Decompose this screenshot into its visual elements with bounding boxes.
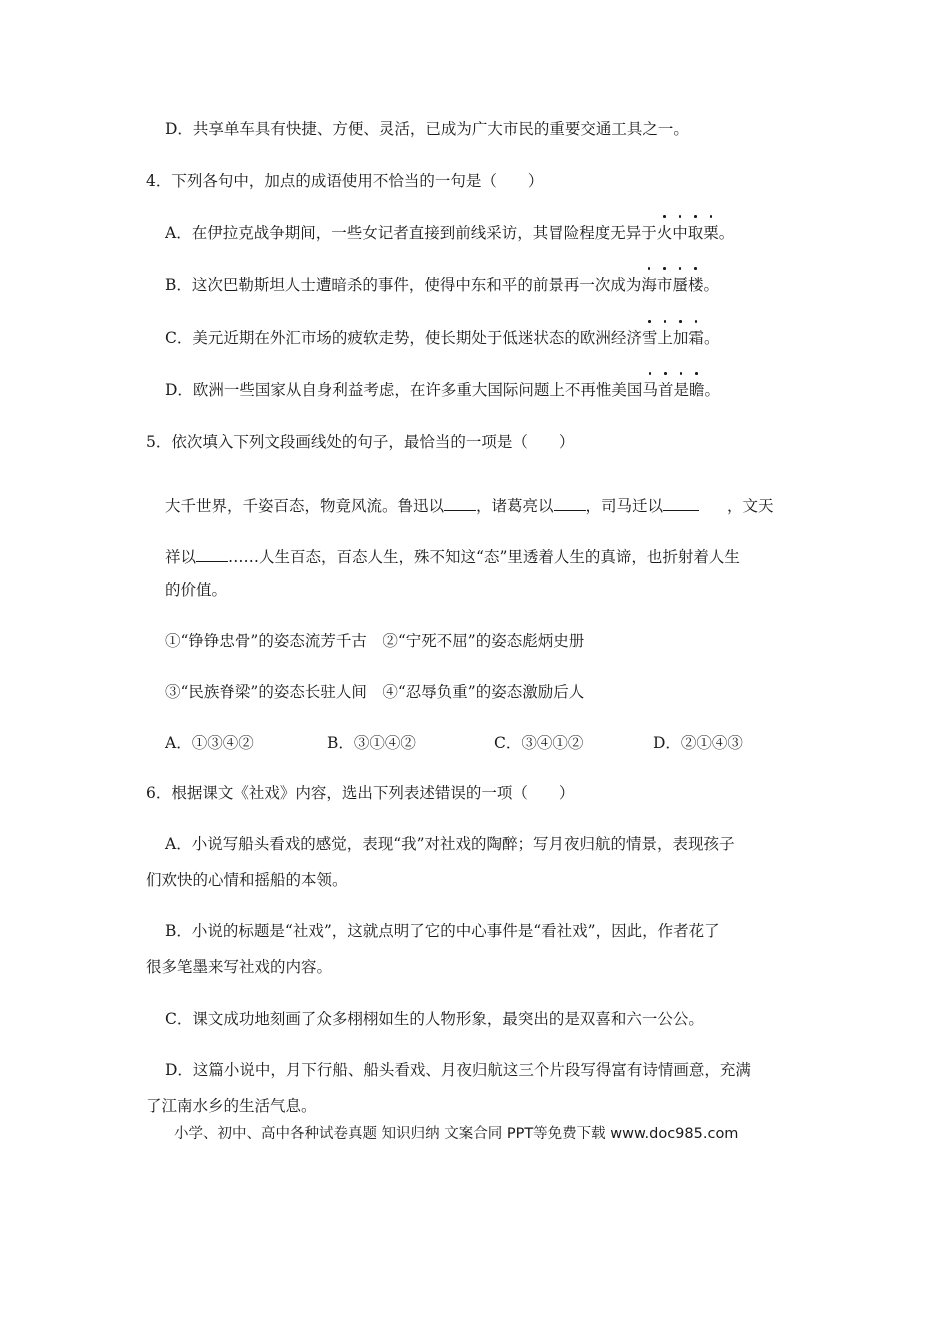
fill-blank (554, 494, 586, 511)
dotted-char: 中 (672, 224, 688, 242)
dotted-char: 蜃 (672, 276, 688, 294)
q5-passage-text: ，诸葛亮以 (476, 497, 554, 515)
q4-option-d (165, 379, 720, 401)
q3-option-d: D．共享单车具有快捷、方便、灵活，已成为广大市民的重要交通工具之一。 (165, 120, 689, 138)
dotted-char: 加 (672, 329, 689, 347)
q5-choice-c: C．③④①② (494, 734, 584, 752)
q5-stem: 5．依次填入下列文段画线处的句子，最恰当的一项是（ ） (146, 433, 575, 451)
q5-passage-text: ，司马迁以 (585, 497, 664, 515)
q5-passage-line-3: 的价值。 (165, 581, 228, 599)
dotted-char: 瞻 (688, 381, 705, 399)
q4-option-b (165, 274, 719, 296)
q5-items-1: ①“铮铮忠骨”的姿态流芳千古 ②“宁死不屈”的姿态彪炳史册 (165, 632, 585, 650)
dotted-char: 栗 (703, 224, 719, 242)
q5-passage-line-1 (165, 494, 774, 517)
dotted-char: 取 (687, 224, 704, 242)
q4-option-c-end: 。 (703, 329, 720, 347)
dotted-char: 是 (673, 381, 689, 399)
q4-option-c-text: C．美元近期在外汇市场的疲软走势，使长期处于低迷状态的欧洲经济 (165, 329, 642, 347)
q4-option-a-text: A．在伊拉克战争期间，一些女记者直接到前线采访，其冒险程度无异于 (165, 224, 657, 242)
q6-option-b-line-2: 很多笔墨来写社戏的内容。 (146, 958, 333, 976)
q5-passage-text: 大千世界，千姿百态，物竟风流。鲁迅以 (165, 497, 445, 515)
q5-choice-b: B．③①④② (327, 734, 416, 752)
q6-option-d-line-2: 了江南水乡的生活气息。 (146, 1097, 317, 1115)
q4-option-b-text: B．这次巴勒斯坦人士遭暗杀的事件，使得中东和平的前景再一次成为 (165, 276, 642, 294)
q4-option-a-end: 。 (718, 224, 735, 242)
q5-passage-line-2 (165, 545, 740, 568)
q6-option-c: C．课文成功地刻画了众多栩栩如生的人物形象，最突出的是双喜和六一公公。 (165, 1010, 704, 1028)
q6-option-a-line-2: 们欢快的心情和摇船的本领。 (146, 871, 348, 889)
dotted-char: 市 (656, 276, 673, 294)
fill-blank (663, 494, 699, 511)
q4-stem: 4．下列各句中，加点的成语使用不恰当的一句是（ ） (146, 172, 544, 190)
dotted-char: 上 (657, 329, 673, 347)
q4-option-b-end: 。 (703, 276, 719, 294)
q6-option-a-line-1: A．小说写船头看戏的感觉，表现“我”对社戏的陶醉；写月夜归航的情景，表现孩子 (165, 835, 735, 853)
q6-option-b-line-1: B．小说的标题是“社戏”，这就点明了它的中心事件是“看社戏”，因此，作者花了 (165, 922, 720, 940)
q4-option-d-end: 。 (704, 381, 721, 399)
q4-option-c (165, 327, 719, 349)
q6-stem: 6．根据课文《社戏》内容，选出下列表述错误的一项（ ） (146, 784, 575, 802)
q5-items-2: ③“民族脊梁”的姿态长驻人间 ④“忍辱负重”的姿态激励后人 (165, 683, 585, 701)
dotted-char: 马 (642, 381, 658, 399)
q5-passage-text: 祥以 (165, 548, 197, 566)
q5-passage-text: ……人生百态，百态人生，殊不知这“态”里透着人生的真谛，也折射着人生 (228, 548, 740, 566)
dotted-char: 霜 (688, 329, 704, 347)
dotted-char: 首 (657, 381, 674, 399)
q6-option-d-line-1: D．这篇小说中，月下行船、船头看戏、月夜归航这三个片段写得富有诗情画意，充满 (165, 1061, 751, 1079)
dotted-char: 雪 (641, 329, 658, 347)
q5-choice-a: A．①③④② (165, 734, 254, 752)
q5-passage-text: ，文天 (727, 497, 774, 515)
fill-blank (196, 545, 228, 562)
dotted-char: 海 (641, 276, 657, 294)
dotted-char: 楼 (687, 276, 704, 294)
fill-blank (444, 494, 476, 511)
q4-option-a (165, 222, 734, 244)
dotted-char: 火 (656, 224, 673, 242)
q4-option-d-text: D．欧洲一些国家从自身利益考虑，在许多重大国际问题上不再惟美国 (165, 381, 643, 399)
q5-choice-d: D．②①④③ (653, 734, 743, 752)
page-footer: 小学、初中、高中各种试卷真题 知识归纳 文案合同 PPT等免费下载 www.doc985.com (174, 1126, 739, 1142)
